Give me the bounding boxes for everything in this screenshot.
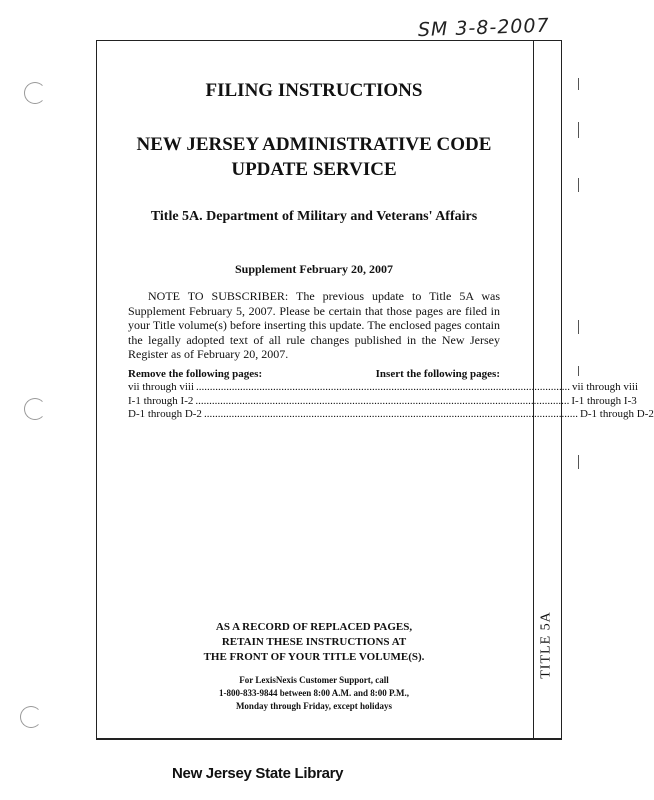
document-body [128,80,654,422]
table-row [128,381,638,395]
dot-leader: ........................................................................................................................................ [195,394,570,407]
code-heading-line2: UPDATE SERVICE [231,159,397,180]
spine-tick [578,178,579,192]
spine-tick [578,320,579,334]
remove-pages: vii through viii [128,381,194,393]
support-line2: 1-800-833-9844 between 8:00 A.M. and 8:00 P.M., [219,688,409,698]
insert-pages: I-1 through I-3 [571,394,637,407]
note-to-subscriber: NOTE TO SUBSCRIBER: The previous update to Title 5A was Supplement February 5, 2007. Please be certain that those pages are filed in your Title volume(s) before inserting this update. The enclosed pages contain the legally adopted text of all rule changes published in the New Jersey Register as of February 20, 2007. [128,289,500,361]
record-line3: THE FRONT OF YOUR TITLE VOLUME(S). [203,651,425,663]
insert-pages: vii through viii [572,381,638,393]
spine-tick [578,122,579,138]
dot-leader: ........................................................................................................................................ [196,381,570,393]
support-line1: For LexisNexis Customer Support, call [239,675,389,685]
spine-tick [578,455,579,469]
record-line1: AS A RECORD OF REPLACED PAGES, [215,621,413,633]
insert-pages: D-1 through D-2 [579,408,654,420]
code-heading-line1: NEW JERSEY ADMINISTRATIVE CODE [136,134,492,155]
table-row [128,394,637,409]
title-line: Title 5A. Department of Military and Veterans' Affairs [150,209,478,224]
support-line3: Monday through Friday, except holidays [235,701,393,711]
page-replacement-table [128,367,654,422]
record-notice [128,620,500,665]
dot-leader: ........................................................................................................................................ [203,408,578,420]
table-header [128,368,500,382]
code-heading [128,132,500,182]
record-line2: RETAIN THESE INSTRUCTIONS AT [221,636,407,648]
spine-tick [578,78,579,90]
filing-instructions-heading: FILING INSTRUCTIONS [205,80,423,101]
remove-pages: D-1 through D-2 [128,408,202,420]
remove-header: Remove the following pages: [128,367,263,380]
remove-pages: I-1 through I-2 [128,394,194,407]
handwritten-date-stamp: SM 3-8-2007 [417,14,550,42]
punch-hole-middle [24,398,46,420]
spine-tick [578,366,579,376]
spine-label [532,605,562,685]
customer-support-notice [128,674,500,713]
table-row [128,408,654,422]
punch-hole-bottom [20,706,42,728]
supplement-date: Supplement February 20, 2007 [234,262,393,276]
punch-hole-top [24,82,46,104]
library-stamp: New Jersey State Library [172,765,344,782]
insert-header: Insert the following pages: [375,367,500,380]
spine-label-text: TITLE 5A [539,611,555,679]
